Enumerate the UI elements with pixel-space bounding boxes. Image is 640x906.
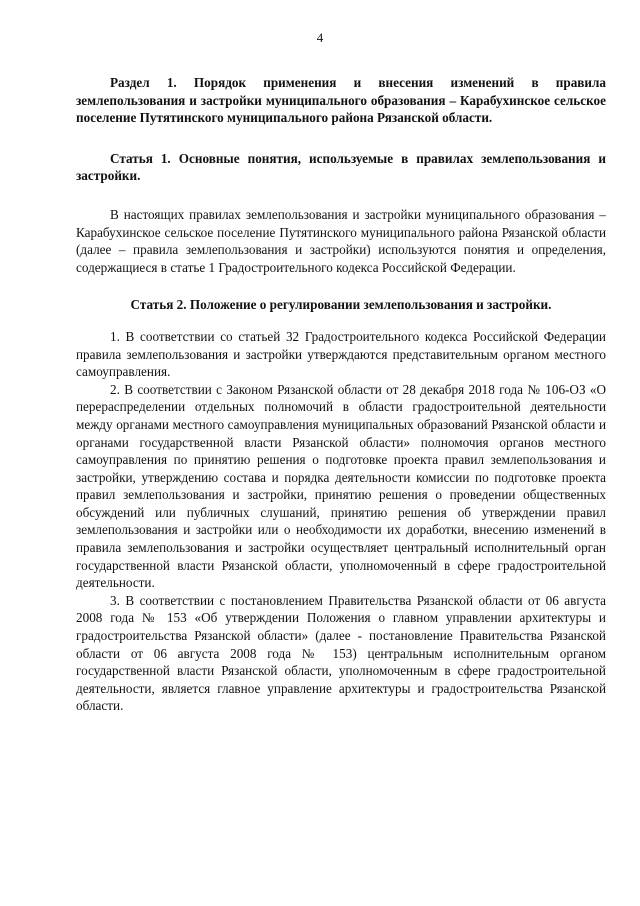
article-2-paragraph-3: 3. В соответствии с постановлением Правительства Рязанской области от 06 августа 2008 года № 153 «Об утверждении Положения о главном управлении архитектуры и градостроительства Рязанской области» (далее - постановление Правительства Рязанской области от 06 августа 2008 года № 153) центральным исполнительным органом государственной власти Рязанской области, уполномоченным в сфере градостроительной деятельности, является главное управление архитектуры и градостроительства Рязанской области. [76,592,606,714]
spacer [76,127,606,150]
article-2-paragraph-1: 1. В соответствии со статьей 32 Градостроительного кодекса Российской Федерации правила землепользования и застройки утверждаются представительным органом местного самоуправления. [76,328,606,380]
page-number: 4 [316,30,324,45]
article-2-paragraph-2: 2. В соответствии с Законом Рязанской области от 28 декабря 2018 года № 106-ОЗ «О перераспределении отдельных полномочий в области градостроительной деятельности между органами местного самоуправления муниципальных образований Рязанской области и органами государственной власти Рязанской области» полномочия органов местного самоуправления по принятию решения о подготовке проекта правил землепользования и застройки, утверждению состава и порядка деятельности комиссии по подготовке проекта правил землепользования и застройки, принятию решения о проведении общественных обсуждений или публичных слушаний, принятию решения об утверждении правил землепользования и застройки или о необходимости их доработки, внесению изменений в правила землепользования и застройки осуществляет центральный исполнительный орган государственной власти Рязанской области, уполномоченный в сфере градостроительной деятельности. [76,381,606,591]
article-2-heading: Статья 2. Положение о регулировании землепользования и застройки. [130,297,552,313]
article-1-heading: Статья 1. Основные понятия, используемые в правилах землепользования и застройки. [76,150,606,184]
spacer [76,185,606,206]
document-body [76,74,606,715]
article-1-text: В настоящих правилах землепользования и застройки муниципального образования – Карабухинское сельское поселение Путятинского муниципального района Рязанской области (далее – правила землепользования и застройки) используются понятия и определения, содержащиеся в статье 1 Градостроительного кодекса Российской Федерации. [76,206,606,275]
spacer [76,276,606,296]
spacer [76,314,606,328]
section-heading: Раздел 1. Порядок применения и внесения изменений в правила землепользования и застройки муниципального образования – Карабухинское сельское поселение Путятинского муниципального района Рязанской области. [76,75,606,126]
